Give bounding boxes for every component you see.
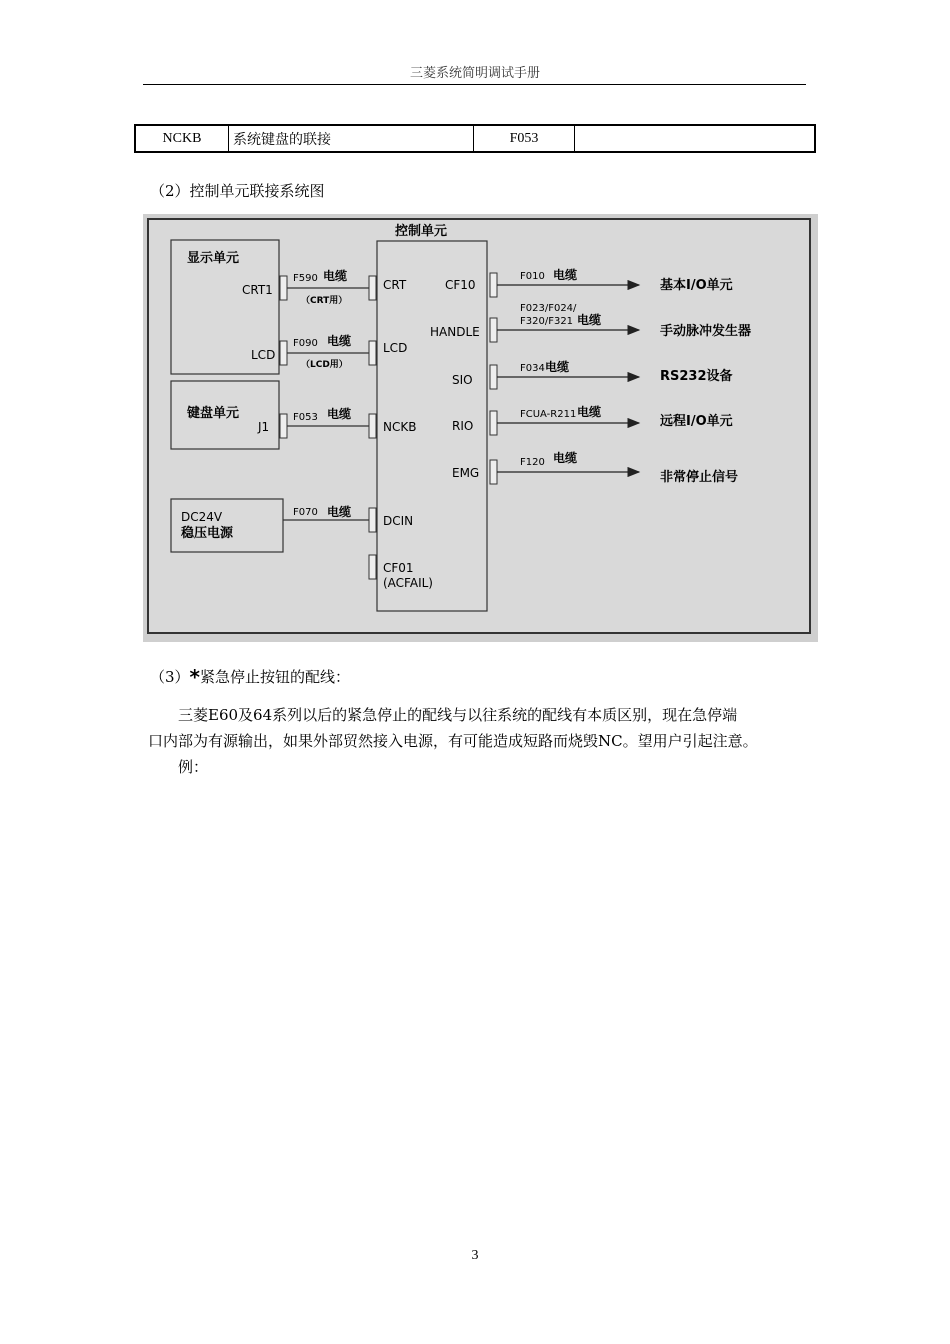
- lcd-port: [369, 341, 376, 365]
- out-f010-word: 电缆: [553, 268, 578, 282]
- f053-word: 电缆: [327, 407, 352, 421]
- control-unit-title: 控制单元: [395, 224, 448, 239]
- page-number: 3: [471, 1248, 479, 1263]
- asterisk-icon: *: [189, 665, 201, 689]
- out-f120-word: 电缆: [553, 451, 578, 465]
- out-handle-word: 电缆: [577, 313, 602, 327]
- port-lcd-label: LCD: [383, 341, 408, 355]
- cell-cable: F053: [474, 125, 575, 152]
- section3-body-line2: 口内部为有源输出，如果外部贸然接入电源，有可能造成短路而烧毁NC。望用户引起注意。: [148, 732, 758, 750]
- connector-table: [134, 124, 816, 153]
- out-f010-code: F010: [520, 271, 545, 282]
- f090-code: F090: [293, 338, 318, 349]
- table-row: [135, 125, 815, 152]
- out-rio-code: FCUA-R211: [520, 409, 577, 420]
- crt1-label: CRT1: [242, 283, 273, 297]
- port-rio-label: RIO: [452, 419, 474, 433]
- section3-heading: 紧急停止按钮的配线：: [200, 668, 351, 686]
- rio-port: [490, 411, 497, 435]
- port-dcin-label: DCIN: [383, 514, 414, 528]
- handle-port: [490, 318, 497, 342]
- keyboard-unit-label: 键盘单元: [187, 406, 240, 421]
- port-cf10-label: CF10: [445, 278, 476, 292]
- out-handle-line1: F023/F024/: [520, 303, 577, 314]
- lcd-unit-label: LCD: [251, 348, 276, 362]
- cell-note: [575, 125, 816, 152]
- header-rule: [143, 84, 806, 85]
- f070-code: F070: [293, 507, 318, 518]
- dest-handle: 手动脉冲发生器: [660, 324, 752, 339]
- port-nckb-label: NCKB: [383, 420, 417, 434]
- out-f120-code: F120: [520, 457, 545, 468]
- cf10-port: [490, 273, 497, 297]
- lcd-connector: [280, 341, 287, 365]
- control-unit-diagram: [143, 214, 818, 642]
- nckb-port: [369, 414, 376, 438]
- port-cf01-line1: CF01: [383, 561, 414, 575]
- j1-connector: [280, 414, 287, 438]
- out-handle-line2: F320/F321: [520, 316, 574, 327]
- crt1-connector: [280, 276, 287, 300]
- port-cf01-line2: (ACFAIL): [383, 576, 433, 590]
- section2-heading: （2）控制单元联接系统图: [150, 182, 325, 200]
- section3-example: 例：: [178, 758, 209, 776]
- port-sio-label: SIO: [452, 373, 473, 387]
- section3-prefix: （3）: [150, 668, 190, 686]
- emg-port: [490, 460, 497, 484]
- dest-remote-io: 远程I/O单元: [660, 414, 733, 429]
- cf01-port: [369, 555, 376, 579]
- out-f034-code: F034: [520, 363, 545, 374]
- dest-emg: 非常停止信号: [660, 470, 739, 485]
- f070-word: 电缆: [327, 505, 352, 519]
- out-rio-word: 电缆: [577, 405, 602, 419]
- port-crt-label: CRT: [383, 278, 407, 292]
- j1-label: J1: [258, 420, 270, 434]
- port-handle-label: HANDLE: [430, 325, 480, 339]
- sio-port: [490, 365, 497, 389]
- cell-description: 系统键盘的联接: [229, 125, 474, 152]
- f590-word: 电缆: [323, 269, 348, 283]
- display-unit-label: 显示单元: [187, 251, 240, 266]
- f590-code: F590: [293, 273, 318, 284]
- power-line2: 稳压电源: [181, 526, 234, 541]
- header-title: 三菱系统简明调试手册: [409, 66, 540, 81]
- dest-basic-io: 基本I/O单元: [660, 278, 733, 293]
- section3-heading-line: [150, 664, 350, 690]
- dcin-port: [369, 508, 376, 532]
- crt-port: [369, 276, 376, 300]
- f090-note: （LCD用）: [301, 360, 348, 370]
- f053-code: F053: [293, 412, 318, 423]
- f590-note: （CRT用）: [301, 296, 348, 306]
- power-line1: DC24V: [181, 510, 223, 524]
- section3-body-line1: 三菱E60及64系列以后的紧急停止的配线与以往系统的配线有本质区别，现在急停端: [178, 706, 738, 724]
- cell-code: NCKB: [135, 125, 229, 152]
- dest-rs232: RS232设备: [660, 369, 733, 384]
- out-f034-word: 电缆: [545, 360, 570, 374]
- f090-word: 电缆: [327, 334, 352, 348]
- port-emg-label: EMG: [452, 466, 480, 480]
